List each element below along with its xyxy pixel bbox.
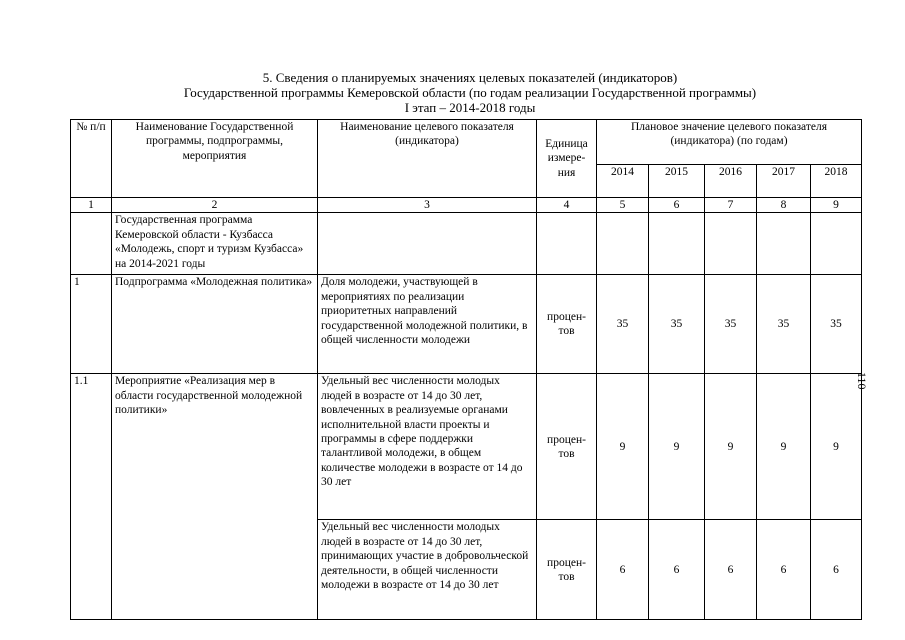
column-number: 7 <box>705 198 757 213</box>
row-value: 9 <box>811 374 862 520</box>
row-indicator <box>318 213 537 275</box>
table-row <box>71 213 862 275</box>
row-value: 9 <box>649 374 705 520</box>
row-program: Подпрограмма «Молодежная политика» <box>112 275 318 374</box>
row-value <box>705 213 757 275</box>
column-number: 8 <box>757 198 811 213</box>
row-value: 9 <box>597 374 649 520</box>
row-unit: процен-тов <box>537 374 597 520</box>
row-num: 1.1 <box>71 374 112 620</box>
row-indicator: Удельный вес численности молодых людей в возрасте от 14 до 30 лет, принимающих участие в добровольческой деятельности, в общей численности молодежи в возрасте от 14 до 30 лет <box>318 520 537 620</box>
column-number: 5 <box>597 198 649 213</box>
row-num <box>71 213 112 275</box>
row-value <box>757 213 811 275</box>
header-unit: Единица измере-ния <box>537 120 597 198</box>
header-year: 2018 <box>811 165 862 198</box>
row-value: 35 <box>811 275 862 374</box>
page-number: 110 <box>855 372 869 390</box>
document-title <box>70 70 870 115</box>
header-year: 2017 <box>757 165 811 198</box>
header-year: 2015 <box>649 165 705 198</box>
row-value: 9 <box>705 374 757 520</box>
header-planned: Плановое значение целевого показателя (индикатора) (по годам) <box>597 120 862 165</box>
row-unit <box>537 213 597 275</box>
row-program: Государственная программа Кемеровской области - Кузбасса «Молодежь, спорт и туризм Кузбасса» на 2014-2021 годы <box>112 213 318 275</box>
header-program: Наименование Государственной программы, подпрограммы, мероприятия <box>112 120 318 198</box>
header-indicator: Наименование целевого показателя (индикатора) <box>318 120 537 198</box>
table-row <box>71 275 862 374</box>
indicators-table <box>70 119 862 620</box>
row-value: 6 <box>649 520 705 620</box>
column-number: 6 <box>649 198 705 213</box>
row-value: 9 <box>757 374 811 520</box>
row-value: 6 <box>811 520 862 620</box>
title-line-2: Государственной программы Кемеровской области (по годам реализации Государственной программы) <box>183 85 757 100</box>
column-number-row <box>71 198 862 213</box>
row-indicator: Доля молодежи, участвующей в мероприятиях по реализации приоритетных направлений государственной молодежной политики, в общей численности молодежи <box>318 275 537 374</box>
column-number: 4 <box>537 198 597 213</box>
row-value <box>649 213 705 275</box>
header-year: 2014 <box>597 165 649 198</box>
column-number: 3 <box>318 198 537 213</box>
row-value: 6 <box>757 520 811 620</box>
header-num: № п/п <box>71 120 112 198</box>
row-value: 35 <box>757 275 811 374</box>
header-year: 2016 <box>705 165 757 198</box>
row-unit: процен-тов <box>537 520 597 620</box>
column-number: 1 <box>71 198 112 213</box>
title-line-1: 5. Сведения о планируемых значениях целевых показателей (индикаторов) <box>262 70 678 85</box>
row-indicator: Удельный вес численности молодых людей в возрасте от 14 до 30 лет, вовлеченных в реализуемые органами исполнительной власти проекты и программы в сфере поддержки талантливой молодежи, в общем количестве молодежи в возрасте от 14 до 30 лет <box>318 374 537 520</box>
row-value: 6 <box>597 520 649 620</box>
row-value: 35 <box>597 275 649 374</box>
row-program: Мероприятие «Реализация мер в области государственной молодежной политики» <box>112 374 318 620</box>
column-number: 9 <box>811 198 862 213</box>
title-line-3: I этап – 2014-2018 годы <box>404 100 536 115</box>
row-value <box>811 213 862 275</box>
row-num: 1 <box>71 275 112 374</box>
table-row <box>71 374 862 520</box>
row-value: 6 <box>705 520 757 620</box>
row-value: 35 <box>705 275 757 374</box>
column-number: 2 <box>112 198 318 213</box>
header-row-1 <box>71 120 862 165</box>
row-value: 35 <box>649 275 705 374</box>
row-value <box>597 213 649 275</box>
row-unit: процен-тов <box>537 275 597 374</box>
